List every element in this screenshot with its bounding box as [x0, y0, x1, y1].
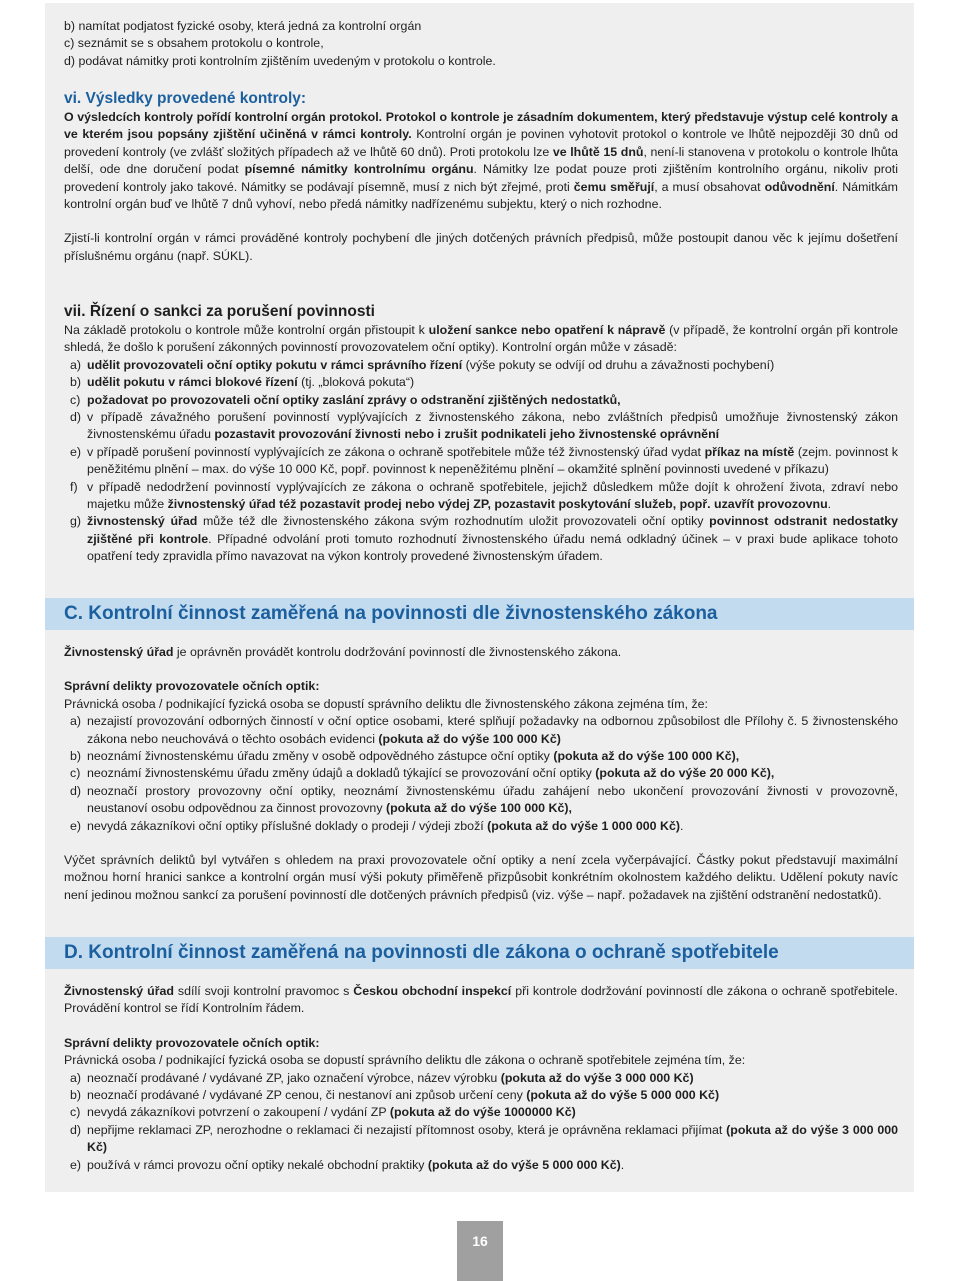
list-item: c) neoznámí živnostenskému úřadu změny údajů a dokladů týkající se provozování oční optiky (pokuta až do výše 20 000 Kč),	[70, 766, 775, 781]
list-item: g) živnostenský úřad může též dle živnostenského zákona svým rozhodnutím uložit provozovateli oční optiky povinnost odstranit nedostatky zjištěné při kontrole. Případné odvolání proti tomuto rozhodnutí živnostenského úřadu nemá odkladný účinek – v praxi bude aplikace tohoto opatření tedy zpravidla přímo navazovat na výkon kontroly provedené živnostenským úřadem.	[70, 514, 899, 564]
section-c-subintro: Právnická osoba / podnikající fyzická osoba se dopustí správního deliktu dle živnostenského zákona zejména tím, že:	[64, 696, 708, 711]
section-d-title: D. Kontrolní činnost zaměřená na povinnosti dle zákona o ochraně spotřebitele	[64, 942, 779, 963]
list-item: d) nepřijme reklamaci ZP, nerozhodne o reklamaci či nezajistí přítomnost osoby, která je oprávněna reklamaci přijímat (pokuta až do výše 3 000 000 Kč)	[70, 1122, 899, 1155]
section-vi-paragraph-1: O výsledcích kontroly pořídí kontrolní orgán protokol. Protokol o kontrole je zásadním dokumentem, který představuje výstup celé kontroly a ve kterém jsou popsány zjištění učiněná v rámci kontroly. Kontrolní orgán je povinen vyhotovit protokol o kontrole ve lhůtě nejpozději 30 dnů od provedení kontroly (ve zvlášť složitých případech až ve lhůtě 60 dnů). Proti protokolu lze ve lhůtě 15 dnů, není-li stanovena v protokolu o kontrole lhůta delší, ode dne doručení podat písemné námitky kontrolnímu orgánu. Námitky lze podat pouze proti zjištěním kontrolního orgánu, nikoliv proti provedení kontroly jako takové. Námitky se podávají písemně, musí z nich být zřejmé, proti čemu směřují, a musí obsahovat odůvodnění. Námitkám kontrolní orgán buď ve lhůtě 7 dnů vyhoví, nebo předá námitky nadřízenému subjektu, který o nich rozhodne.	[64, 110, 899, 212]
list-item: c) nevydá zákazníkovi potvrzení o zakoupení / vydání ZP (pokuta až do výše 1000000 Kč)	[70, 1105, 576, 1120]
intro-item-d: d) podávat námitky proti kontrolním zjištěním uvedeným v protokolu o kontrole.	[64, 53, 496, 68]
section-vi-paragraph-2: Zjistí-li kontrolní orgán v rámci prováděné kontroly pochybení dle jiných dotčených právních předpisů, může postoupit danou věc k jejímu došetření příslušnému orgánu (např. SÚKL).	[64, 231, 898, 263]
section-vii-list	[64, 357, 898, 566]
list-item: a) nezajistí provozování odborných činností v oční optice osobami, které splňují požadavky na odbornou způsobilost dle Přílohy č. 5 živnostenského zákona nebo neuchovává o těchto osobách evidenci (pokuta až do výše 100 000 Kč)	[70, 714, 898, 746]
section-d-intro: Živnostenský úřad sdílí svoji kontrolní pravomoc s Českou obchodní inspekcí při kontrole dodržování povinností dle zákona o ochraně spotřebitele. Provádění kontrol se řídí Kontrolním řádem.	[64, 984, 899, 1016]
section-vi-title: vi. Výsledky provedené kontroly:	[64, 90, 307, 107]
list-item: d) neoznačí prostory provozovny oční optiky, neoznámí živnostenskému úřadu zahájení nebo ukončení provozování živnosti v provozovně, neustanoví osobu odpovědnou za činnost provozovny (pokuta až do výše 100 000 Kč),	[70, 783, 898, 816]
section-d-band	[45, 937, 914, 969]
section-c-list	[64, 713, 898, 835]
section-c-intro: Živnostenský úřad je oprávněn provádět kontrolu dodržování povinností dle živnostenského zákona.	[64, 645, 622, 659]
list-item: e) nevydá zákazníkovi oční optiky příslušné doklady o prodeji / výdeji zboží (pokuta až do výše 1 000 000 Kč).	[70, 818, 684, 833]
section-d-subintro: Právnická osoba / podnikající fyzická osoba se dopustí správního deliktu dle zákona o ochraně spotřebitele zejména tím, že:	[64, 1053, 746, 1068]
list-item: b) neoznačí prodávané / vydávané ZP cenou, či nestanoví ani způsob určení ceny (pokuta až do výše 5 000 000 Kč)	[70, 1088, 720, 1103]
section-c-closing: Výčet správních deliktů byl vytvářen s ohledem na praxi provozovatele oční optiky a není zcela vyčerpávající. Částky pokut představují maximální možnou horní hranici sankce a kontrolní orgán musí výši pokuty přiměřeně přizpůsobit konkrétním okolnostem každého deliktu. Udělení pokuty navíc není jedinou možnou sankcí za porušení povinností dle dotčených právních předpisů (viz. výše – např. požadavek na zjištění odstranění nedostatků).	[64, 853, 898, 902]
intro-list	[64, 18, 898, 70]
page-number: 16	[457, 1221, 503, 1281]
intro-item-b: b) namítat podjatost fyzické osoby, která jedná za kontrolní orgán	[64, 19, 422, 33]
section-d-list	[64, 1070, 898, 1174]
list-item: b) neoznámí živnostenskému úřadu změny v osobě odpovědného zástupce oční optiky (pokuta až do výše 100 000 Kč),	[70, 749, 740, 764]
section-vi	[64, 89, 898, 265]
section-c-band	[45, 598, 914, 630]
intro-item-c: c) seznámit se s obsahem protokolu o kontrole,	[64, 36, 324, 51]
section-c	[64, 644, 898, 904]
section-vii-intro: Na základě protokolu o kontrole může kontrolní orgán přistoupit k uložení sankce nebo opatření k nápravě (v případě, že kontrolní orgán při kontrole shledá, že došlo k porušení zákonných povinností provozovatelem oční optiky). Kontrolní orgán může v zásadě:	[64, 323, 899, 355]
section-c-subheading: Správní delikty provozovatele očních optik:	[64, 679, 320, 694]
list-item: d) v případě závažného porušení povinností vyplývajících z živnostenského zákona, nebo zvláštních předpisů umožňuje živnostenský zákon živnostenskému úřadu pozastavit provozování živnosti nebo i zrušit podnikateli jeho živnostenské oprávnění	[70, 410, 898, 442]
section-vii-title: vii. Řízení o sankci za porušení povinnosti	[64, 303, 375, 320]
list-item: a) neoznačí prodávané / vydávané ZP, jako označení výrobce, název výrobku (pokuta až do výše 3 000 000 Kč)	[70, 1070, 694, 1085]
list-item: b) udělit pokutu v rámci blokové řízení (tj. „bloková pokuta“)	[70, 375, 415, 390]
list-item: a) udělit provozovateli oční optiky pokutu v rámci správního řízení (výše pokuty se odvíjí od druhu a závažnosti pochybení)	[70, 357, 775, 372]
list-item: c) požadovat po provozovateli oční optiky zaslání zprávy o odstranění zjištěných nedostatků,	[70, 392, 621, 407]
section-d-subheading: Správní delikty provozovatele očních optik:	[64, 1035, 320, 1050]
section-d	[64, 983, 898, 1174]
section-c-title: C. Kontrolní činnost zaměřená na povinnosti dle živnostenského zákona	[64, 603, 718, 624]
list-item: e) v případě porušení povinností vyplývajících ze zákona o ochraně spotřebitele může též živnostenský úřad vydat příkaz na místě (zejm. povinnost k peněžitému plnění – max. do výše 10 000 Kč, popř. povinnost k nepeněžitému plnění – okamžité splnění povinnosti uvedené v příkazu)	[70, 444, 899, 477]
list-item: f) v případě nedodržení povinností vyplývajících ze zákona o ochraně spotřebitele, jejichž důsledkem může dojít k ohrožení života, zdraví nebo majetku může živnostenský úřad též pozastavit prodej nebo výdej ZP, pozastavit poskytování služeb, popř. uzavřít provozovnu.	[70, 479, 898, 512]
list-item: e) používá v rámci provozu oční optiky nekalé obchodní praktiky (pokuta až do výše 5 000 000 Kč).	[70, 1157, 625, 1172]
section-vii	[64, 302, 898, 566]
